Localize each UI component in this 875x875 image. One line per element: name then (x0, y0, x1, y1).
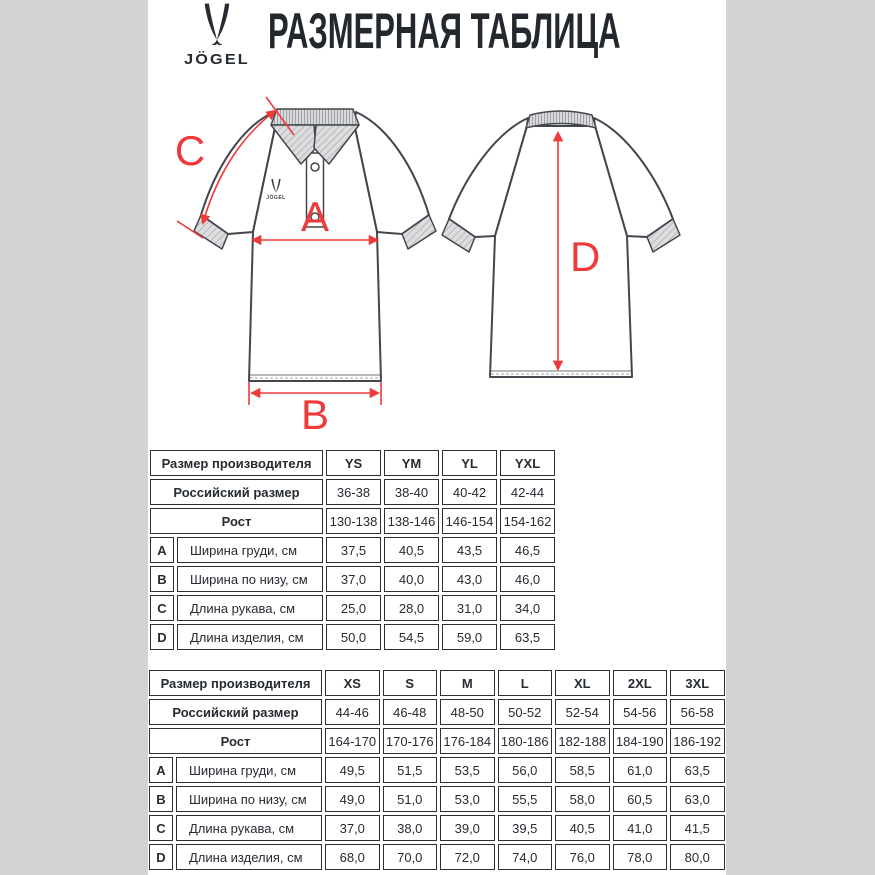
range-cell: 38-40 (384, 479, 439, 505)
size-code-cell: L (498, 670, 553, 696)
brand-logo (179, 2, 255, 68)
header-row (149, 670, 725, 696)
range-cell: 146-154 (442, 508, 497, 534)
value-cell: 51,5 (383, 757, 438, 783)
value-cell: 40,5 (555, 815, 610, 841)
range-cell: 36-38 (326, 479, 381, 505)
value-cell: 74,0 (498, 844, 553, 870)
brand-name: JÖGEL (184, 51, 250, 68)
dim-label-b: B (300, 391, 330, 438)
dim-key-cell: A (149, 757, 173, 783)
value-cell: 50,0 (326, 624, 381, 650)
range-cell: 44-46 (325, 699, 380, 725)
dim-label-d: D (570, 233, 601, 280)
range-cell: 54-56 (613, 699, 668, 725)
dim-key-cell: D (149, 844, 173, 870)
param-name-cell: Длина изделия, см (177, 624, 323, 650)
value-cell: 28,0 (384, 595, 439, 621)
value-cell: 72,0 (440, 844, 495, 870)
value-cell: 51,0 (383, 786, 438, 812)
value-cell: 55,5 (498, 786, 553, 812)
range-cell: 48-50 (440, 699, 495, 725)
data-row (149, 815, 725, 841)
size-table-youth (147, 447, 558, 653)
value-cell: 78,0 (613, 844, 668, 870)
range-cell: 176-184 (440, 728, 495, 754)
polo-front-diagram (165, 95, 445, 445)
param-name-cell: Длина рукава, см (176, 815, 322, 841)
header-row (149, 728, 725, 754)
range-cell: 46-48 (383, 699, 438, 725)
size-code-cell: XS (325, 670, 380, 696)
data-row (150, 566, 555, 592)
dim-key-cell: C (149, 815, 173, 841)
value-cell: 58,5 (555, 757, 610, 783)
range-cell: 42-44 (500, 479, 555, 505)
dim-key-cell: C (150, 595, 174, 621)
data-row (150, 595, 555, 621)
size-code-cell: M (440, 670, 495, 696)
value-cell: 56,0 (498, 757, 553, 783)
range-cell: 138-146 (384, 508, 439, 534)
size-code-cell: 2XL (613, 670, 668, 696)
param-name-cell: Ширина по низу, см (176, 786, 322, 812)
range-cell: 154-162 (500, 508, 555, 534)
value-cell: 31,0 (442, 595, 497, 621)
header-row (150, 508, 555, 534)
size-code-cell: XL (555, 670, 610, 696)
value-cell: 63,0 (670, 786, 725, 812)
data-row (150, 537, 555, 563)
size-code-cell: YXL (500, 450, 555, 476)
back-garment-outline (449, 118, 673, 377)
dim-key-cell: B (149, 786, 173, 812)
value-cell: 39,0 (440, 815, 495, 841)
value-cell: 25,0 (326, 595, 381, 621)
data-row (150, 624, 555, 650)
value-cell: 39,5 (498, 815, 553, 841)
range-cell: 184-190 (613, 728, 668, 754)
value-cell: 59,0 (442, 624, 497, 650)
param-name-cell: Длина изделия, см (176, 844, 322, 870)
value-cell: 41,5 (670, 815, 725, 841)
header-row (150, 479, 555, 505)
data-row (149, 786, 725, 812)
range-cell: 182-188 (555, 728, 610, 754)
dim-label-a: A (300, 193, 330, 240)
size-code-cell: 3XL (670, 670, 725, 696)
header-label-cell: Размер производителя (150, 450, 323, 476)
range-cell: 40-42 (442, 479, 497, 505)
range-cell: 180-186 (498, 728, 553, 754)
value-cell: 34,0 (500, 595, 555, 621)
range-cell: 130-138 (326, 508, 381, 534)
value-cell: 61,0 (613, 757, 668, 783)
header-label-cell: Рост (149, 728, 322, 754)
value-cell: 80,0 (670, 844, 725, 870)
value-cell: 43,5 (442, 537, 497, 563)
brand-mark-icon (201, 2, 233, 48)
header-label-cell: Российский размер (150, 479, 323, 505)
value-cell: 40,5 (384, 537, 439, 563)
value-cell: 46,0 (500, 566, 555, 592)
dim-key-cell: A (150, 537, 174, 563)
value-cell: 63,5 (670, 757, 725, 783)
data-row (149, 844, 725, 870)
chest-logo-text: JÖGEL (266, 195, 286, 201)
value-cell: 37,5 (326, 537, 381, 563)
value-cell: 63,5 (500, 624, 555, 650)
size-code-cell: YL (442, 450, 497, 476)
header-row (150, 450, 555, 476)
size-code-cell: S (383, 670, 438, 696)
value-cell: 46,5 (500, 537, 555, 563)
value-cell: 38,0 (383, 815, 438, 841)
dim-key-cell: D (150, 624, 174, 650)
value-cell: 68,0 (325, 844, 380, 870)
param-name-cell: Ширина груди, см (177, 537, 323, 563)
value-cell: 53,5 (440, 757, 495, 783)
param-name-cell: Ширина по низу, см (177, 566, 323, 592)
value-cell: 54,5 (384, 624, 439, 650)
size-code-cell: YS (326, 450, 381, 476)
param-name-cell: Длина рукава, см (177, 595, 323, 621)
header-row (149, 699, 725, 725)
dim-label-c: C (174, 127, 206, 174)
value-cell: 70,0 (383, 844, 438, 870)
value-cell: 60,5 (613, 786, 668, 812)
value-cell: 76,0 (555, 844, 610, 870)
value-cell: 37,0 (326, 566, 381, 592)
value-cell: 40,0 (384, 566, 439, 592)
value-cell: 49,5 (325, 757, 380, 783)
value-cell: 37,0 (325, 815, 380, 841)
range-cell: 186-192 (670, 728, 725, 754)
polo-back-diagram (411, 95, 691, 445)
dim-key-cell: B (150, 566, 174, 592)
value-cell: 41,0 (613, 815, 668, 841)
value-cell: 43,0 (442, 566, 497, 592)
header-label-cell: Российский размер (149, 699, 322, 725)
value-cell: 58,0 (555, 786, 610, 812)
value-cell: 53,0 (440, 786, 495, 812)
page (148, 0, 726, 875)
range-cell: 52-54 (555, 699, 610, 725)
header-label-cell: Рост (150, 508, 323, 534)
size-table-adult (146, 667, 728, 873)
page-title: РАЗМЕРНАЯ ТАБЛИЦА (268, 3, 621, 59)
size-code-cell: YM (384, 450, 439, 476)
value-cell: 49,0 (325, 786, 380, 812)
range-cell: 56-58 (670, 699, 725, 725)
data-row (149, 757, 725, 783)
range-cell: 164-170 (325, 728, 380, 754)
range-cell: 50-52 (498, 699, 553, 725)
range-cell: 170-176 (383, 728, 438, 754)
header-label-cell: Размер производителя (149, 670, 322, 696)
param-name-cell: Ширина груди, см (176, 757, 322, 783)
